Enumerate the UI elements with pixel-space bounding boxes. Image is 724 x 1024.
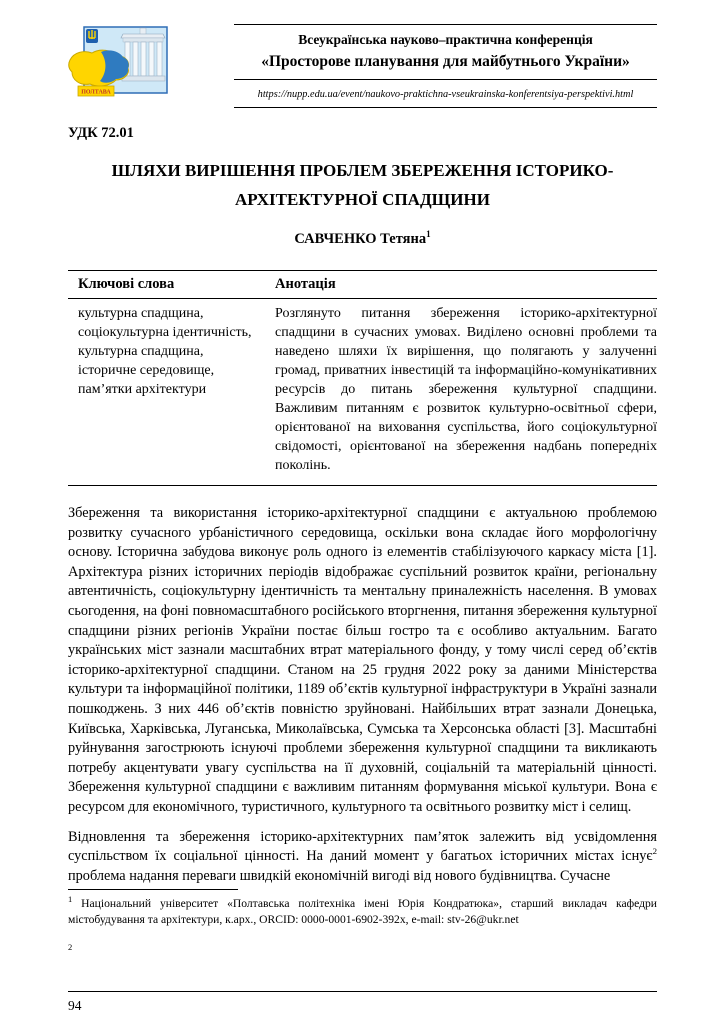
- abstract-table: [68, 270, 657, 486]
- logo-banner-text: ПОЛТАВА: [81, 89, 111, 96]
- keyword-item: культурна спадщина,: [78, 306, 204, 321]
- keyword-item: соціокультурна ідентичність,: [78, 325, 252, 340]
- footnote-1-text: Національний університет «Полтавська політехніка імені Юрія Кондратюка», старший викладач кафедри містобудування та архітектури, к.арх., ORCID: 0000-0001-6902-392x, e-mail:: [68, 897, 657, 926]
- footnote-1: [68, 896, 657, 928]
- keyword-item: пам’ятки архітектури: [78, 382, 207, 397]
- university-logo: [68, 26, 168, 104]
- university-logo-icon: [68, 26, 168, 104]
- abstract-header: Анотація: [263, 271, 657, 299]
- article-title: ШЛЯХИ ВИРІШЕННЯ ПРОБЛЕМ ЗБЕРЕЖЕННЯ ІСТОРИКО-АРХІТЕКТУРНОЇ СПАДЩИНИ: [111, 161, 614, 209]
- page-header: [68, 24, 657, 108]
- body-paragraph-2-text: Відновлення та збереження історико-архітектурних пам’яток залежить від усвідомлення суспільством їх соціальної цінності. На даний момент у багатьох історичних містах існує: [68, 828, 657, 865]
- article-author: [68, 231, 657, 248]
- footnote-1-mark: 1: [68, 894, 73, 905]
- conference-url-row: [234, 79, 657, 108]
- footnote-area: [68, 889, 657, 960]
- footnote-email-link[interactable]: stv-26@ukr.net: [447, 913, 519, 926]
- body-paragraph-1: Збереження та використання історико-архітектурної спадщини є актуальною проблемою розвитку сучасного урбаністичного середовища, оскільки вона складає його морфологічну основу. Історична забудова виконує роль одного із елементів стабілізуючого каркасу міста [1]. Архітектура різних історичних періодів відображає суспільний розвиток країни, регіональну автентичність, соціокультурну ідентичність та ментальну приналежність населення. В умовах сьогодення, на фоні повномасштабного російського вторгнення, питання збереження культурної спадщини різних регіонів України постає більш гостро та є особливо актуальним. Багато українських міст зазнали масштабних втрат матеріального фонду, у тому числі серед об’єктів історико-архітектурної спадщини. Станом на 25 грудня 2022 року за даними Міністерства культури та інформаційної політики, 1189 об’єктів культурної інфраструктури в Україні зазнали пошкоджень. З них 446 об’єктів повністю зруйновані. Найбільших втрат зазнали Донецька, Київська, Харківська, Луганська, Миколаївська, Сумська та Херсонська області [3]. Масштабні руйнування загострюють існуючі проблеми збереження культурної спадщини та викликають потребу акцентувати увагу суспільства на її духовній, соціальній та матеріальній цінності. Збереження культурної спадщини є важливим питанням формування міської культури. Вона є ресурсом для економічного, туристичного, культурного та освітнього розвитку міст і селищ.: [68, 505, 657, 815]
- author-name: САВЧЕНКО Тетяна: [294, 231, 427, 247]
- body-paragraph-2-text: проблема надання переваги швидкій економічній вигоді від нового будівництва. Сучасне: [68, 867, 611, 884]
- footnote-2: [68, 944, 657, 960]
- footnote-ref-2: 2: [652, 846, 657, 857]
- abstract-text: Розглянуто питання збереження історико-архітектурної спадщини в сучасних умовах. Виділено основні проблеми та наведено шляхи їх вирішення, що полягають у залученні громад, приватних інвестицій та інформаційно-комунікативних ресурсів до питань збереження культурної спадщини. Важливим питанням є розвиток культурно-освітньої сфери, орієнтованої на виховання суспільства, його соціокультурної свідомості, орієнтованої на збереження надбань попередніх поколінь.: [275, 306, 657, 473]
- keywords-list: [68, 299, 263, 486]
- udc-code: УДК 72.01: [68, 125, 134, 141]
- body-paragraph-2: [68, 828, 657, 887]
- keyword-item: культурна спадщина,: [78, 344, 204, 359]
- conference-title: «Просторове планування для майбутнього України»: [261, 53, 630, 70]
- page-number: 94: [68, 998, 82, 1013]
- conference-name: Всеукраїнська науково–практична конференція: [298, 32, 593, 47]
- abstract-table-body-row: [68, 299, 657, 486]
- conference-url-link[interactable]: https://nupp.edu.ua/event/naukovo-praktichna-vseukrainska-konferentsiya-perspektivi.html: [257, 89, 634, 100]
- footnote-2-mark: 2: [68, 942, 73, 953]
- header-text-block: [234, 24, 657, 108]
- author-footnote-mark: 1: [426, 229, 431, 240]
- footnote-separator-rule: [68, 889, 238, 890]
- header-top-rule: [234, 24, 657, 25]
- keywords-header: Ключові слова: [68, 271, 263, 299]
- abstract-table-header-row: [68, 271, 657, 299]
- page-footer: [68, 991, 657, 1014]
- keyword-item: історичне середовище,: [78, 363, 215, 378]
